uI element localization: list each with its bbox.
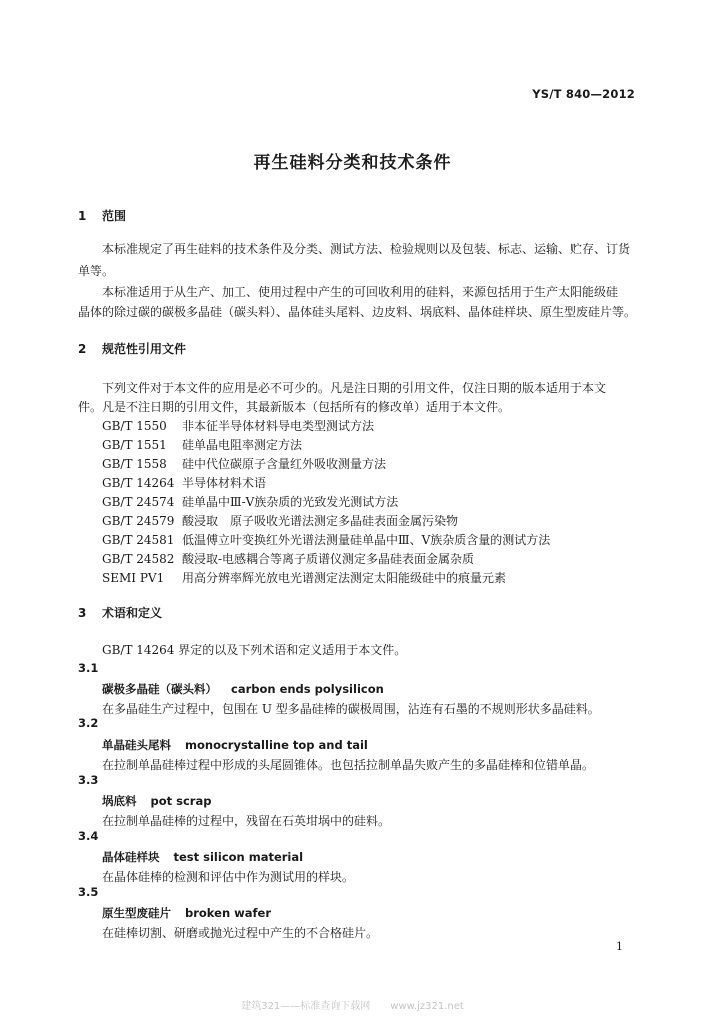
- reference-code: GB/T 1551: [102, 438, 167, 452]
- reference-item: [102, 474, 266, 491]
- term-english: test silicon material: [173, 850, 304, 864]
- clause-number: 3.5: [78, 885, 99, 899]
- term-chinese: 碳极多晶硅（碳头料）: [102, 682, 217, 696]
- reference-title: 用高分辨率辉光放电光谱测定法测定太阳能级硅中的痕量元素: [182, 571, 507, 585]
- term-english: monocrystalline top and tail: [185, 738, 368, 752]
- reference-item: [102, 417, 374, 434]
- reference-item: [102, 455, 386, 472]
- term-chinese: 晶体硅样块: [102, 850, 160, 864]
- reference-title: 酸浸取 原子吸收光谱法测定多晶硅表面金属污染物: [182, 514, 459, 528]
- reference-title: 硅中代位碳原子含量红外吸收测量方法: [182, 457, 387, 471]
- term-english: pot scrap: [150, 794, 212, 808]
- reference-item: [102, 436, 302, 453]
- reference-code: GB/T 1558: [102, 457, 167, 471]
- term-definition: 在拉制单晶硅棒的过程中，残留在石英坩埚中的硅料。: [102, 814, 391, 828]
- section-1-heading: [78, 207, 126, 224]
- reference-title: 酸浸取-电感耦合等离子质谱仪测定多晶硅表面金属杂质: [182, 552, 475, 566]
- term-definition: 在晶体硅棒的检测和评估中作为测试用的样块。: [102, 870, 355, 884]
- section-3-heading: [78, 604, 162, 621]
- term-english: carbon ends polysilicon: [231, 682, 384, 696]
- document-title: 再生硅料分类和技术条件: [253, 153, 452, 173]
- watermark: 建筑321——标准查询下载网 www.jz321.net: [241, 1001, 464, 1012]
- term-definition: 在硅棒切割、研磨或抛光过程中产生的不合格硅片。: [102, 926, 379, 940]
- reference-code: GB/T 1550: [102, 419, 167, 433]
- paragraph-line: 下列文件对于本文件的应用是必不可少的。凡是注日期的引用文件，仅注日期的版本适用于本文: [102, 381, 607, 395]
- term-heading: [102, 681, 384, 697]
- reference-code: GB/T 24581: [102, 533, 175, 547]
- clause-number: 3.2: [78, 716, 99, 730]
- reference-code: GB/T 24582: [102, 552, 175, 566]
- term-chinese: 埚底料: [102, 794, 137, 808]
- paragraph-line: 单等。: [78, 264, 115, 278]
- paragraph-line: 本标准适用于从生产、加工、使用过程中产生的可回收利用的硅料，来源包括用于生产太阳能级硅: [102, 285, 619, 299]
- section-title: 规范性引用文件: [102, 342, 187, 356]
- reference-title: 半导体材料术语: [182, 476, 267, 490]
- clause-number: 3.3: [78, 773, 99, 787]
- paragraph-line: 件。凡是不注日期的引用文件，其最新版本（包括所有的修改单）适用于本文件。: [78, 400, 511, 414]
- standard-code: YS/T 840—2012: [532, 87, 635, 101]
- section-number: 2: [78, 342, 87, 356]
- reference-item: [102, 550, 474, 567]
- paragraph-line: GB/T 14264 界定的以及下列术语和定义适用于本文件。: [102, 643, 407, 657]
- section-2-heading: [78, 340, 186, 357]
- term-heading: [102, 849, 303, 865]
- term-heading: [102, 737, 368, 753]
- reference-item: [102, 531, 550, 548]
- reference-title: 低温傅立叶变换红外光谱法测量硅单晶中Ⅲ、Ⅴ族杂质含量的测试方法: [182, 533, 551, 547]
- clause-number: 3.1: [78, 661, 99, 675]
- reference-item: [102, 569, 506, 586]
- reference-title: 非本征半导体材料导电类型测试方法: [182, 419, 375, 433]
- reference-title: 硅单晶电阻率测定方法: [182, 438, 303, 452]
- term-chinese: 单晶硅头尾料: [102, 738, 171, 752]
- reference-code: GB/T 24574: [102, 495, 175, 509]
- clause-number: 3.4: [78, 829, 99, 843]
- section-title: 术语和定义: [102, 606, 163, 620]
- section-number: 1: [78, 209, 87, 223]
- term-definition: 在拉制单晶硅棒过程中形成的头尾圆锥体。也包括拉制单晶失败产生的多晶硅棒和位错单晶。: [102, 758, 595, 772]
- reference-item: [102, 512, 458, 529]
- reference-title: 硅单晶中Ⅲ-Ⅴ族杂质的光致发光测试方法: [182, 495, 399, 509]
- paragraph-line: 晶体的除过碳的碳极多晶硅（碳头料）、晶体硅头尾料、边皮料、埚底料、晶体硅样块、原生型废硅片等。: [78, 305, 637, 319]
- term-heading: [102, 905, 271, 921]
- section-number: 3: [78, 606, 87, 620]
- reference-code: GB/T 24579: [102, 514, 175, 528]
- page-number: 1: [616, 940, 623, 953]
- reference-item: [102, 493, 398, 510]
- reference-code: SEMI PV1: [102, 571, 165, 585]
- term-chinese: 原生型废硅片: [102, 906, 171, 920]
- section-title: 范围: [102, 209, 127, 223]
- paragraph-line: 本标准规定了再生硅料的技术条件及分类、测试方法、检验规则以及包装、标志、运输、贮存、订货: [102, 242, 631, 256]
- term-heading: [102, 793, 211, 809]
- term-english: broken wafer: [185, 906, 271, 920]
- term-definition: 在多晶硅生产过程中，包围在 U 型多晶硅棒的碳极周围，沾连有石墨的不规则形状多晶硅料。: [102, 702, 600, 716]
- reference-code: GB/T 14264: [102, 476, 175, 490]
